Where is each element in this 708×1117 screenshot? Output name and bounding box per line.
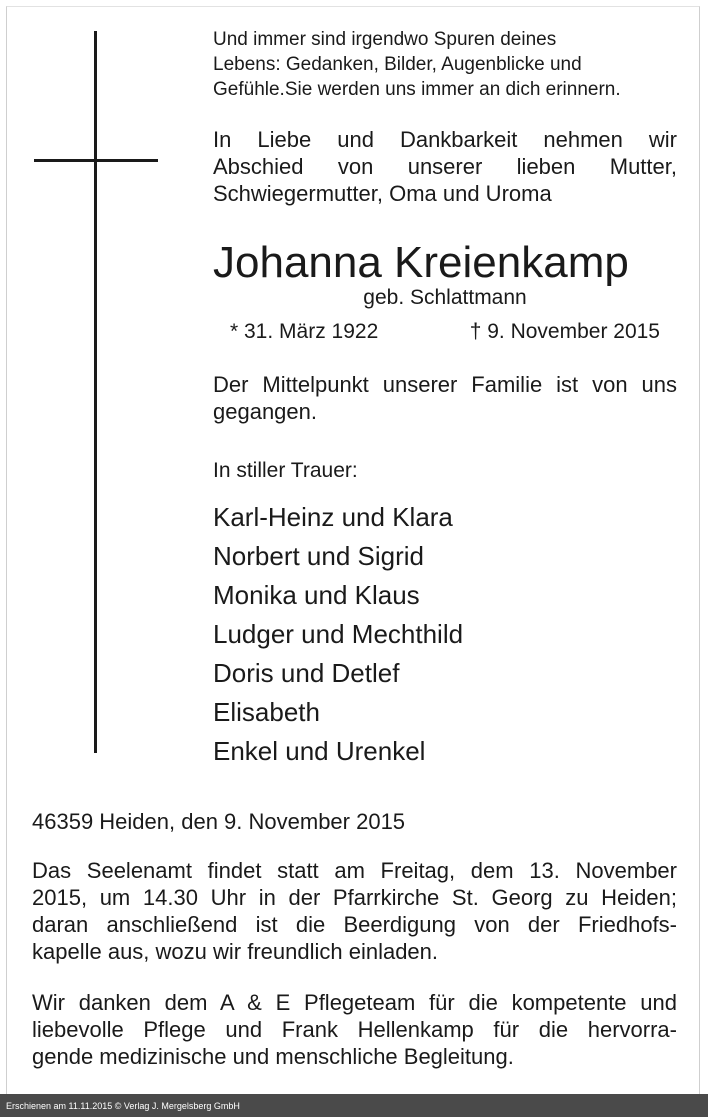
mourner-item: Norbert und Sigrid <box>213 541 424 571</box>
mourner-item: Elisabeth <box>213 697 320 727</box>
life-dates <box>230 318 660 346</box>
poem-line: Lebens: Gedanken, Bilder, Augenblicke und <box>213 54 582 75</box>
mourner-item: Karl-Heinz und Klara <box>213 502 453 532</box>
service-line: Das Seelenamt findet statt am Freitag, dem 13. November <box>32 858 677 883</box>
mourner-item: Enkel und Urenkel <box>213 736 426 766</box>
thanks-text <box>32 989 677 1070</box>
mourner-item: Ludger und Mechthild <box>213 619 464 649</box>
message <box>213 371 677 425</box>
intro-line: In Liebe und Dankbarkeit nehmen wir <box>213 127 677 152</box>
place-date: 46359 Heiden, den 9. November 2015 <box>32 809 406 834</box>
deceased-name: Johanna Kreienkamp <box>213 238 629 287</box>
cross-icon-vertical <box>94 31 97 753</box>
service-line: kapelle aus, wozu wir freundlich einladen. <box>32 939 439 964</box>
service-info <box>32 857 677 965</box>
mourning-label: In stiller Trauer: <box>213 459 358 482</box>
service-line: 2015, um 14.30 Uhr in der Pfarrkirche St. Georg zu Heiden; <box>32 885 677 910</box>
death-date: † 9. November 2015 <box>469 320 660 343</box>
birth-date: * 31. März 1922 <box>230 320 379 343</box>
cross-icon-horizontal <box>34 159 158 162</box>
poem <box>213 27 677 102</box>
mourner-item: Monika und Klaus <box>213 580 420 610</box>
footer-credit: Erschienen am 11.11.2015 © Verlag J. Mergelsberg GmbH <box>6 1101 240 1111</box>
mourners-list <box>213 498 463 771</box>
thanks-line: gende medizinische und menschliche Begleitung. <box>32 1044 514 1069</box>
intro-text <box>213 126 677 207</box>
thanks-line: Wir danken dem A & E Pflegeteam für die kompetente und <box>32 990 677 1015</box>
service-line: daran anschließend ist die Beerdigung von der Friedhofs- <box>32 912 677 937</box>
message-line: Der Mittelpunkt unserer Familie ist von uns <box>213 372 677 397</box>
intro-line: Schwiegermutter, Oma und Uroma <box>213 181 552 206</box>
message-line: gegangen. <box>213 399 317 424</box>
intro-line: Abschied von unserer lieben Mutter, <box>213 154 677 179</box>
birth-name: geb. Schlattmann <box>363 286 527 309</box>
poem-line: Gefühle.Sie werden uns immer an dich erinnern. <box>213 79 621 100</box>
thanks-line: liebevolle Pflege und Frank Hellenkamp für die hervorra- <box>32 1017 677 1042</box>
mourner-item: Doris und Detlef <box>213 658 400 688</box>
poem-line: Und immer sind irgendwo Spuren deines <box>213 29 557 50</box>
